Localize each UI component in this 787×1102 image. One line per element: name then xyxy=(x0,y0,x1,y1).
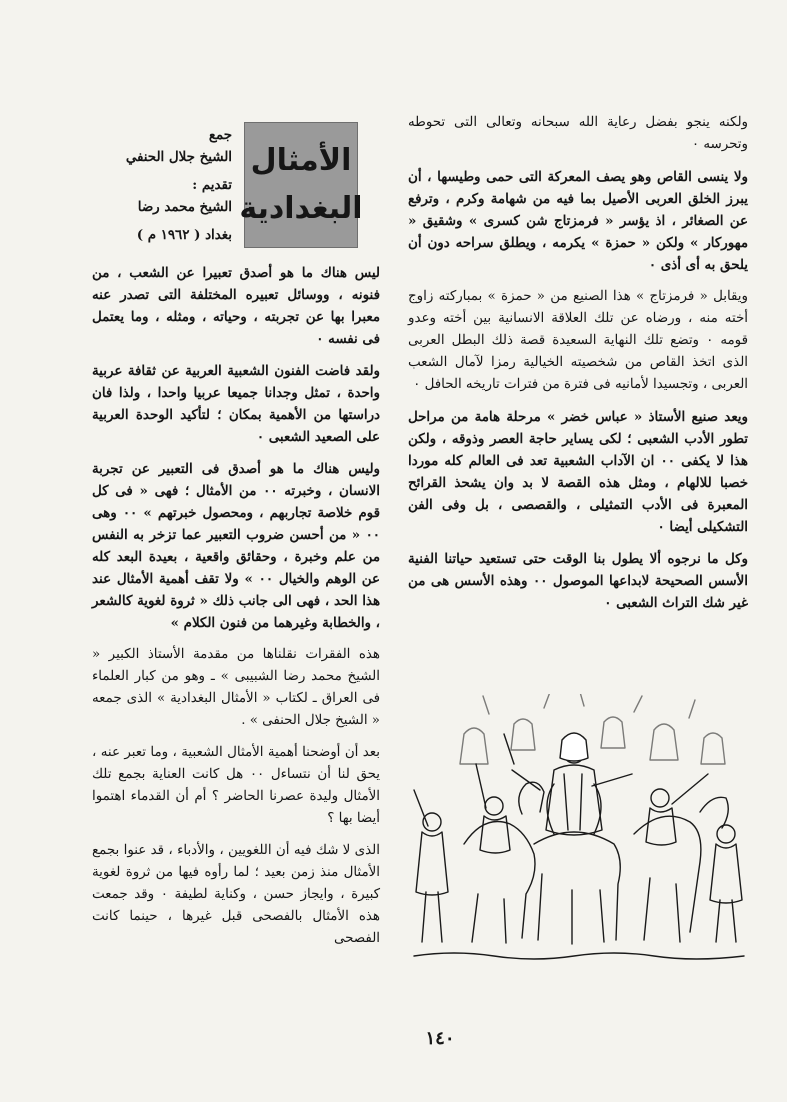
compiled-by-name: الشيخ جلال الحنفي xyxy=(125,149,232,165)
article-title-box xyxy=(239,122,363,248)
paragraph: هذه الفقرات نقلناها من مقدمة الأستاذ الكبير « الشيخ محمد رضا الشبيبى » ـ وهو من كبار العلماء فى العراق ـ لكتاب « الأمثال البغدادية » الذى جمعه « الشيخ جلال الحنفى » . xyxy=(92,647,380,728)
horsemen-drawing xyxy=(404,694,754,974)
page-number: ١٤٠ xyxy=(425,1028,455,1049)
paragraph: وكل ما نرجوه ألا يطول بنا الوقت حتى تستعيد حياتنا الفنية الأسس الصحيحة لابداعها الموصول ٠٠ وهذه الأسس هى من غير شك التراث الشعبى ٠ xyxy=(408,551,748,611)
paragraph: ليس هناك ما هو أصدق تعبيرا عن الشعب ، من فنونه ، ووسائل تعبيره المختلفة التى تصدر عنه معبرا بها عن تجربته ، وحياته ، ومثله ، وما يعتمل فى نفسه ٠ xyxy=(92,265,380,347)
paragraph: وليس هناك ما هو أصدق فى التعبير عن تجربة الانسان ، وخبرته ٠٠ من الأمثال ؛ فهى « فى كل قوم خلاصة تجاربهم ، ومحصول خبرتهم » ٠٠ وهى ٠٠ « من أحسن ضروب التعبير عما تزخر به النفس من علم وخبرة ، وحقائق واقعية ، بعيدة البعد كله عن الوهم والخيال ٠٠ » ولا تقف أهمية الأمثال عند هذا الحد ، فهى الى جانب ذلك « ثروة لغوية كالشعر ، والخطابة وغيرهما من فنون الكلام » xyxy=(92,461,380,631)
right-column xyxy=(408,112,748,624)
paragraph: ويقابل « فرمزتاج » هذا الصنيع من « حمزة » بمباركته زاوج أخته منه ، ورضاه عن تلك العلاقة الانسانية بين أخته وعدو قومه ٠ وتضع تلك النهاية السعيدة قصة ذلك البطل العربى الذى اتخذ القاص من شخصيته الخيالية رمزا لآمال الشعب العربى ، وتجسيدا لأمانيه فى فترة من فترات تاريخه الحافل ٠ xyxy=(408,289,748,392)
paragraph: ولكنه ينجو بفضل رعاية الله سبحانه وتعالى التى تحوطه وتحرسه ٠ xyxy=(408,115,748,152)
title-line-1: الأمثال xyxy=(250,143,352,178)
left-column xyxy=(92,262,380,960)
place-year: بغداد ( ١٩٦٢ م ) xyxy=(136,227,232,243)
paragraph: ولقد فاضت الفنون الشعبية العربية عن ثقافة عربية واحدة ، تمثل وجدانا جميعا عربيا واحدا ، ولذا فان دراستها من الأهمية بمكان ؛ لتأكيد الوحدة العربية على الصعيد الشعبى ٠ xyxy=(92,363,380,445)
intro-by-name: الشيخ محمد رضا xyxy=(137,199,232,215)
paragraph: بعد أن أوضحنا أهمية الأمثال الشعبية ، وما تعبر عنه ، يحق لنا أن نتساءل ٠٠ هل كانت العناية بجمع تلك الأمثال وليدة عصرنا الحاضر ؟ أم أن القدماء اهتموا أيضا بها ؟ xyxy=(92,745,380,826)
title-line-2: البغدادية xyxy=(239,191,363,226)
book-credits xyxy=(92,124,232,246)
horsemen-illustration xyxy=(404,694,754,974)
compiled-by-label: جمع xyxy=(208,127,232,143)
paragraph: ولا ينسى القاص وهو يصف المعركة التى حمى وطيسها ، أن يبرز الخلق العربى الأصيل بما فيه من شهامة وكرم ، وترفع عن الصغائر ، اذ يؤسر « فرمزتاج شن كسرى » وشقيق « مهوركار » ولكن « حمزة » يكرمه ، ويطلق سراحه دون أن يلحق به أى أذى ٠ xyxy=(408,169,748,273)
paragraph: الذى لا شك فيه أن اللغويين ، والأدباء ، قد عنوا بجمع الأمثال منذ زمن بعيد ؛ لما رأوه فيها من ثروة لغوية كبيرة ، وايجاز حسن ، وكناية لطيفة ٠ وقد جمعت هذه الأمثال بالفصحى قبل غيرها ، حينما كانت الفصحى xyxy=(92,843,381,946)
paragraph: ويعد صنيع الأستاذ « عباس خضر » مرحلة هامة من مراحل تطور الأدب الشعبى ؛ لكى يساير حاجة العصر وذوقه ، ولكن هذا لا يكفى ٠٠ ان الآداب الشعبية تعد فى العالم كله موردا خصبا للالهام ، ومثل هذه القصة لا بد وان يشحذ القرائح المعبرة فى الأدب التمثيلى ، والقصصى ، بل وفى الفن التشكيلى أيضا ٠ xyxy=(408,409,748,535)
intro-by-label: تقديم : xyxy=(192,177,232,193)
